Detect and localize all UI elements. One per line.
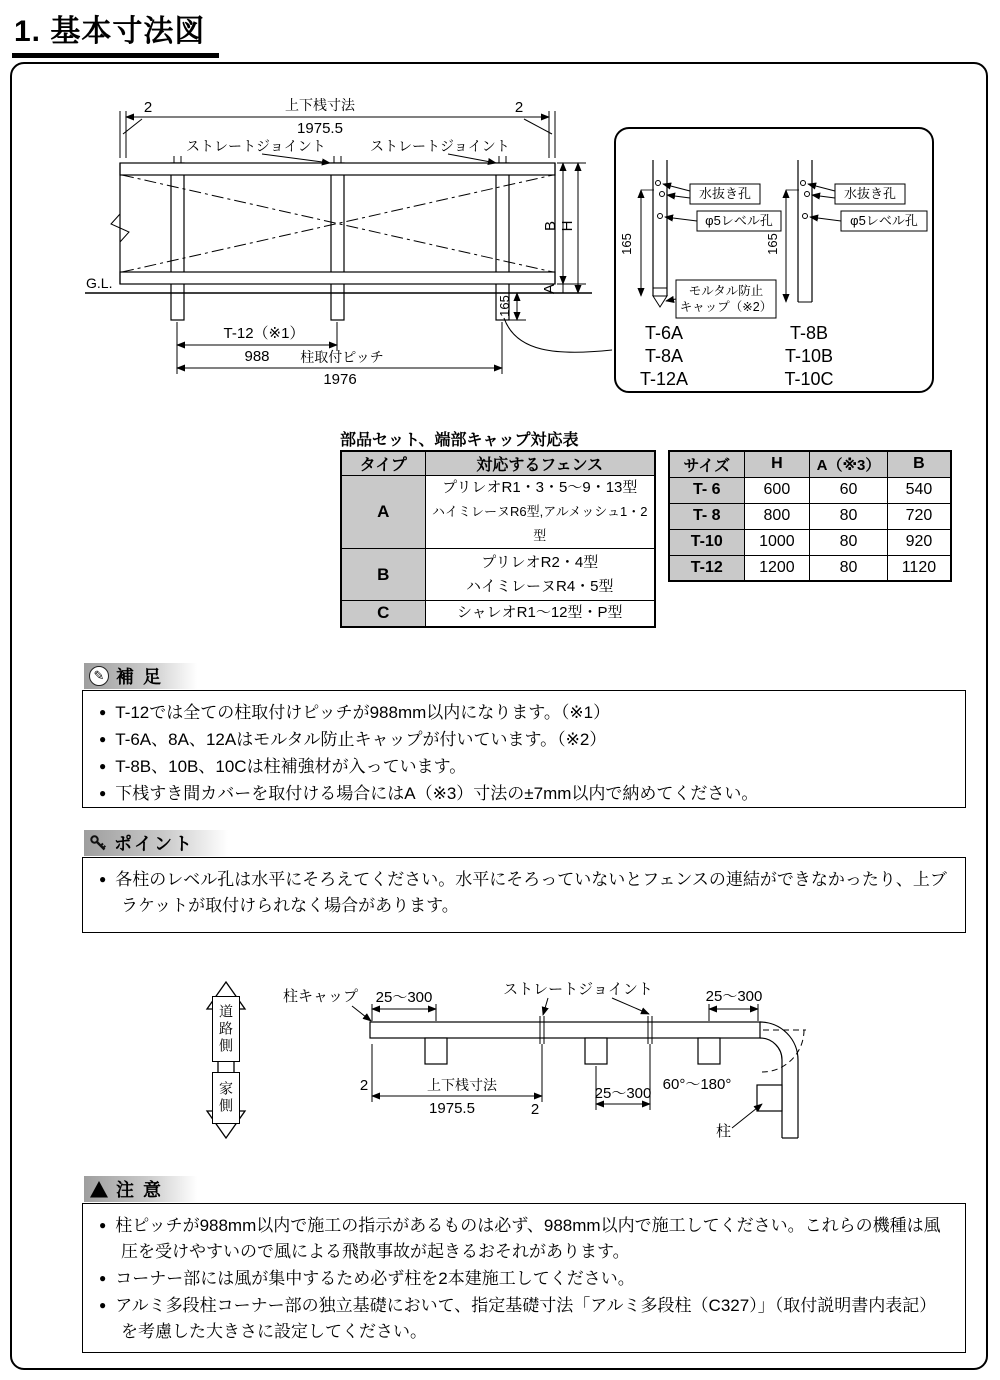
fence-name: プリレオR1・3・5～9・13型 bbox=[442, 479, 638, 496]
size-a: 60 bbox=[810, 477, 888, 503]
model-t10b: T-10B bbox=[784, 346, 834, 366]
supplement-badge bbox=[84, 663, 197, 689]
size-b: 920 bbox=[887, 529, 951, 555]
mortar-cap-label-line1: モルタル防止 bbox=[688, 284, 764, 298]
straight-joint-label: ストレートジョイント bbox=[503, 981, 653, 998]
plan-dim-2-left: 2 bbox=[359, 1077, 369, 1094]
level-hole-label-left: φ5レベル孔 bbox=[705, 213, 773, 228]
dim-a-label: A bbox=[541, 283, 558, 295]
table-row-type-b bbox=[341, 549, 655, 601]
embed-depth-label: 165 bbox=[497, 295, 512, 317]
size-row-t10 bbox=[669, 529, 951, 555]
caution-item: ● アルミ多段柱コーナー部の独立基礎において、指定基礎寸法「アルミ多段柱（C327）」（取付説明書内表記）を考慮した大きさに設定してください。 bbox=[99, 1292, 951, 1345]
level-hole-label-right: φ5レベル孔 bbox=[850, 213, 918, 228]
size-h: 1200 bbox=[744, 555, 810, 581]
plan-view-shapes bbox=[207, 982, 806, 1138]
fence-type-table bbox=[340, 450, 656, 628]
model-t6a: T-6A bbox=[644, 323, 684, 343]
rail-dim-label: 上下桟寸法 bbox=[285, 97, 355, 113]
size-a: 80 bbox=[810, 503, 888, 529]
col-header-size: サイズ bbox=[669, 451, 744, 477]
plan-rail-dim-label: 上下桟寸法 bbox=[427, 1077, 497, 1093]
range-bottom-label: 25～300 bbox=[594, 1085, 652, 1102]
point-badge bbox=[84, 830, 228, 856]
size-table bbox=[668, 450, 952, 582]
caution-item: ● コーナー部には風が集中するため必ず柱を2本建施工してください。 bbox=[99, 1265, 951, 1292]
size-h: 800 bbox=[744, 503, 810, 529]
t12-note-label: T-12（※1） bbox=[223, 325, 305, 342]
tables-caption-text: 部品セット、端部キャップ対応表 bbox=[340, 432, 579, 449]
angle-range-label: 60°～180° bbox=[662, 1076, 732, 1093]
post-label: 柱 bbox=[716, 1123, 732, 1140]
post-detail-box bbox=[504, 128, 933, 392]
mortar-cap-label-line2: キャップ（※2） bbox=[679, 300, 773, 314]
size-row-t8 bbox=[669, 503, 951, 529]
rail-dim-value: 1975.5 bbox=[297, 120, 343, 137]
road-side-label: 道路側 bbox=[212, 996, 240, 1062]
pencil-icon: ✎ bbox=[89, 666, 109, 686]
table-row-type-a bbox=[341, 476, 655, 549]
post-cap-label: 柱キャップ bbox=[283, 988, 359, 1005]
size-h: 600 bbox=[744, 477, 810, 503]
size-b: 1120 bbox=[887, 555, 951, 581]
size-b: 540 bbox=[887, 477, 951, 503]
type-b-fence-cell bbox=[425, 549, 655, 601]
model-t8b: T-8B bbox=[789, 323, 829, 343]
dim-2-right-label: 2 bbox=[514, 99, 524, 116]
type-table-header-row bbox=[341, 451, 655, 476]
caution-badge-label: 注 意 bbox=[116, 1180, 164, 1200]
ground-level-label: G.L. bbox=[86, 275, 113, 291]
plan-view-drawing bbox=[195, 958, 810, 1158]
type-b-cell: B bbox=[341, 549, 425, 601]
size-a: 80 bbox=[810, 555, 888, 581]
col-header-a: A（※3） bbox=[810, 451, 888, 477]
table-row-type-c bbox=[341, 601, 655, 627]
supplement-item: ● 下桟すき間カバーを取付ける場合にはA（※3）寸法の±7mm以内で納めてください。 bbox=[99, 780, 951, 807]
point-badge-label: ポイント bbox=[114, 834, 194, 854]
post-length-label-right: 165 bbox=[765, 233, 780, 255]
plan-dim-2-right: 2 bbox=[530, 1101, 540, 1118]
post-pitch-label: 柱取付ピッチ bbox=[300, 349, 384, 365]
range-top-left-label: 25～300 bbox=[375, 989, 433, 1006]
size-h: 1000 bbox=[744, 529, 810, 555]
type-a-fence-cell bbox=[425, 476, 655, 549]
col-header-type: タイプ bbox=[341, 451, 425, 476]
fence-name: ハイミレーヌR4・5型 bbox=[465, 577, 614, 595]
drain-hole-label-left: 水抜き孔 bbox=[698, 186, 752, 201]
point-box bbox=[82, 857, 966, 933]
dim-2-left-label: 2 bbox=[143, 99, 153, 116]
dim-h-label: H bbox=[559, 220, 576, 232]
pitch-988-value: 988 bbox=[244, 348, 270, 365]
straight-joint-label-left: ストレートジョイント bbox=[186, 138, 326, 154]
size-name: T-12 bbox=[669, 555, 744, 581]
fence-name: ハイミレーヌR6型,アルメッシュ1・2型 bbox=[431, 504, 648, 543]
supplement-box bbox=[82, 690, 966, 808]
col-header-b: B bbox=[887, 451, 951, 477]
size-table-header-row bbox=[669, 451, 951, 477]
caution-item: ● 柱ピッチが988mm以内で施工の指示があるものは必ず、988mm以内で施工してください。これらの機種は風圧を受けやすいので風による飛散事故が起きるおそれがあります。 bbox=[99, 1212, 951, 1265]
fence-name: シャレオR1～12型・P型 bbox=[456, 604, 623, 622]
post-length-label-left: 165 bbox=[619, 233, 634, 255]
size-name: T- 6 bbox=[669, 477, 744, 503]
fence-elevation bbox=[111, 156, 555, 320]
supplement-item: ● T-8B、10B、10Cは柱補強材が入っています。 bbox=[99, 753, 951, 780]
page-title: 1. 基本寸法図 bbox=[12, 6, 219, 58]
model-t12a: T-12A bbox=[639, 369, 689, 389]
type-c-cell: C bbox=[341, 601, 425, 627]
warning-icon bbox=[89, 1180, 109, 1199]
size-name: T- 8 bbox=[669, 503, 744, 529]
straight-joint-label-right: ストレートジョイント bbox=[370, 138, 510, 154]
type-a-cell: A bbox=[341, 476, 425, 549]
size-row-t12 bbox=[669, 555, 951, 581]
supplement-item: ● T-12では全ての柱取付けピッチが988mm以内になります。（※1） bbox=[99, 699, 951, 726]
size-name: T-10 bbox=[669, 529, 744, 555]
supplement-item: ● T-6A、8A、12Aはモルタル防止キャップが付いています。（※2） bbox=[99, 726, 951, 753]
model-t8a: T-8A bbox=[644, 346, 684, 366]
size-a: 80 bbox=[810, 529, 888, 555]
fence-name: プリレオR2・4型 bbox=[481, 553, 599, 571]
drain-hole-label-right: 水抜き孔 bbox=[843, 186, 897, 201]
range-top-right-label: 25～300 bbox=[705, 988, 763, 1005]
col-header-h: H bbox=[744, 451, 810, 477]
model-t10c: T-10C bbox=[784, 369, 834, 389]
dim-b-label: B bbox=[542, 220, 559, 232]
size-row-t6 bbox=[669, 477, 951, 503]
col-header-fence: 対応するフェンス bbox=[425, 451, 655, 476]
plan-rail-dim-value: 1975.5 bbox=[429, 1100, 475, 1117]
supplement-badge-label: 補 足 bbox=[116, 667, 164, 687]
point-item: ● 各柱のレベル孔は水平にそろえてください。水平にそろっていないとフェンスの連結ができなかったり、上ブラケットが取付けられなく場合があります。 bbox=[99, 866, 951, 919]
type-c-fence-cell bbox=[425, 601, 655, 627]
size-b: 720 bbox=[887, 503, 951, 529]
key-icon bbox=[89, 834, 107, 852]
house-side-label: 家側 bbox=[212, 1072, 240, 1124]
caution-box bbox=[82, 1203, 966, 1353]
pitch-1976-value: 1976 bbox=[323, 371, 357, 388]
tables-caption bbox=[340, 427, 579, 450]
basic-dimension-drawing bbox=[75, 88, 965, 403]
caution-badge bbox=[84, 1176, 197, 1202]
warning-exclamation: ! bbox=[96, 1185, 102, 1198]
